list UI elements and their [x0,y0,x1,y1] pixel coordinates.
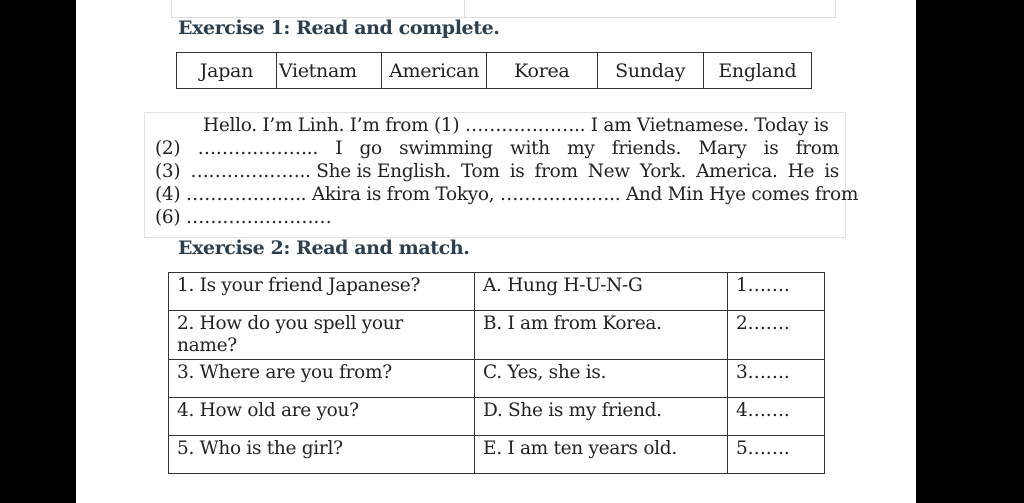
word-bank-table [176,52,812,89]
exercise2-title: Exercise 2: Read and match. [178,237,470,259]
word-cell: American [382,53,487,89]
table-row [169,311,825,360]
passage-line-2: (2) ……………….. I go swimming with my friends. Mary is from [155,138,839,159]
blank-cell: 2……. [728,311,825,360]
table-row [169,360,825,398]
word-cell: Japan [177,53,277,89]
word-cell: Vietnam [276,53,381,89]
answer-cell: C. Yes, she is. [475,360,728,398]
answer-cell: D. She is my friend. [475,398,728,436]
worksheet-page [76,0,916,503]
answer-cell: E. I am ten years old. [475,436,728,474]
passage-box [144,112,859,238]
table-row [169,398,825,436]
question-cell: 5. Who is the girl? [169,436,475,474]
blank-cell: 3……. [728,360,825,398]
table-row [169,273,825,311]
top-table-fragment [171,0,836,18]
answer-cell: A. Hung H-U-N-G [475,273,728,311]
passage-line-3: (3) ……………….. She is English. Tom is from New York. America. He is [155,161,839,182]
passage-line-1: Hello. I’m Linh. I’m from (1) ……………….. I am Vietnamese. Today is [203,115,829,136]
question-cell: 2. How do you spell your name? [169,311,475,360]
match-table [168,272,825,474]
table-row [169,436,825,474]
question-cell: 1. Is your friend Japanese? [169,273,475,311]
blank-cell: 1……. [728,273,825,311]
blank-cell: 4……. [728,398,825,436]
blank-cell: 5……. [728,436,825,474]
word-cell: England [703,53,811,89]
question-cell: 4. How old are you? [169,398,475,436]
word-cell: Korea [487,53,597,89]
answer-cell: B. I am from Korea. [475,311,728,360]
passage-line-4: (4) ……………….. Akira is from Tokyo, ……………….. And Min Hye comes from [155,184,859,205]
passage-line-5: (6) …………………… [155,207,332,228]
exercise1-title: Exercise 1: Read and complete. [178,17,500,39]
word-cell: Sunday [597,53,703,89]
question-cell: 3. Where are you from? [169,360,475,398]
